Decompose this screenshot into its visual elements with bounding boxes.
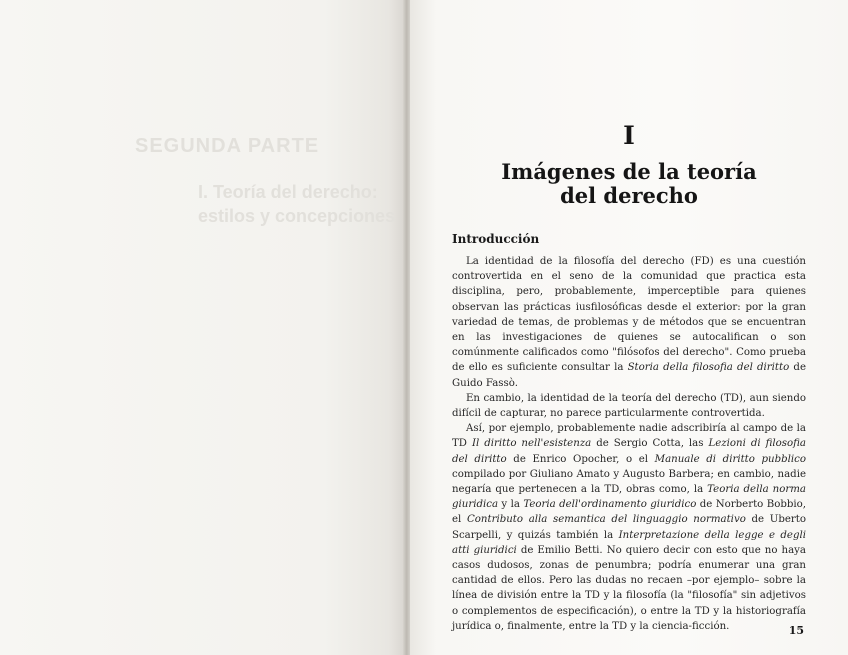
book-title: Teoria della norma giuridica bbox=[452, 484, 806, 511]
book-title: Interpretazione della legge e degli atti giuridici bbox=[452, 529, 806, 556]
section-heading: Introducción bbox=[452, 232, 540, 246]
right-page bbox=[410, 0, 848, 655]
page-number: 15 bbox=[788, 624, 804, 637]
chapter-title bbox=[410, 160, 848, 208]
book-title: Contributo alla semantica del linguaggio normativo bbox=[466, 514, 746, 526]
show-through-text: SEGUNDA PARTE bbox=[135, 135, 320, 157]
book-title: Teoria dell'ordinamento giuridico bbox=[523, 499, 697, 511]
show-through-text: estilos y concepciones bbox=[198, 206, 396, 226]
paragraph: La identidad de la filosofía del derecho (FD) es una cuestión controvertida en el seno de la comunidad que practica esta disciplina, pero, probablemente, imperceptible para quienes observan las prácticas iusfilosóficas desde el exterior: por la gran variedad de temas, de problemas y de métodos que se encuentran en las investigaciones de quienes se autocalifican o son comúnmente calificados como "filósofos del derecho". Como prueba de ello es suficiente consultar la Storia della filosofia del diritto de Guido Fassò. bbox=[452, 256, 806, 389]
paragraph: En cambio, la identidad de la teoría del derecho (TD), aun siendo difícil de capturar, no parece particularmente controvertida. bbox=[452, 392, 806, 420]
book-title: Storia della filosofia del diritto bbox=[627, 362, 790, 374]
chapter-title-line: del derecho bbox=[560, 183, 698, 208]
paragraph: Así, por ejemplo, probablemente nadie adscribiría al campo de la TD Il diritto nell'esistenza de Sergio Cotta, las Lezioni di filosofia del diritto de Enrico Opocher, o el Manuale di diritto pubblico compilado por Giuliano Amato y Augusto Barbera; en cambio, nadie negaría que pertenecen a la TD, obras como, la Teoria della norma giuridica y la Teoria dell'ordinamento giuridico de Norberto Bobbio, el Contributo alla semantica del linguaggio normativo de Uberto Scarpelli, y quizás también la Interpretazione della legge e degli atti giuridici de Emilio Betti. No quiero decir con esto que no haya casos dudosos, zonas de penumbra; podría enumerar una gran cantidad de ellos. Pero las dudas no recaen –por ejemplo– sobre la línea de división entre la TD y la filosofía (la "filosofía" sin adjetivos o complementos de especificación), o entre la TD y la historiografía jurídica o, finalmente, entre la TD y la ciencia-ficción. bbox=[452, 423, 807, 632]
body-text bbox=[452, 254, 806, 634]
book-title: Manuale di diritto pubblico bbox=[654, 453, 807, 465]
chapter-title-line: Imágenes de la teoría bbox=[501, 159, 757, 184]
left-page bbox=[0, 0, 405, 655]
book-title: Il diritto nell'esistenza bbox=[471, 438, 592, 450]
book-title: Lezioni di filosofia del diritto bbox=[452, 438, 807, 465]
show-through-text: I. Teoría del derecho: bbox=[198, 182, 378, 202]
chapter-number: I bbox=[623, 121, 635, 150]
